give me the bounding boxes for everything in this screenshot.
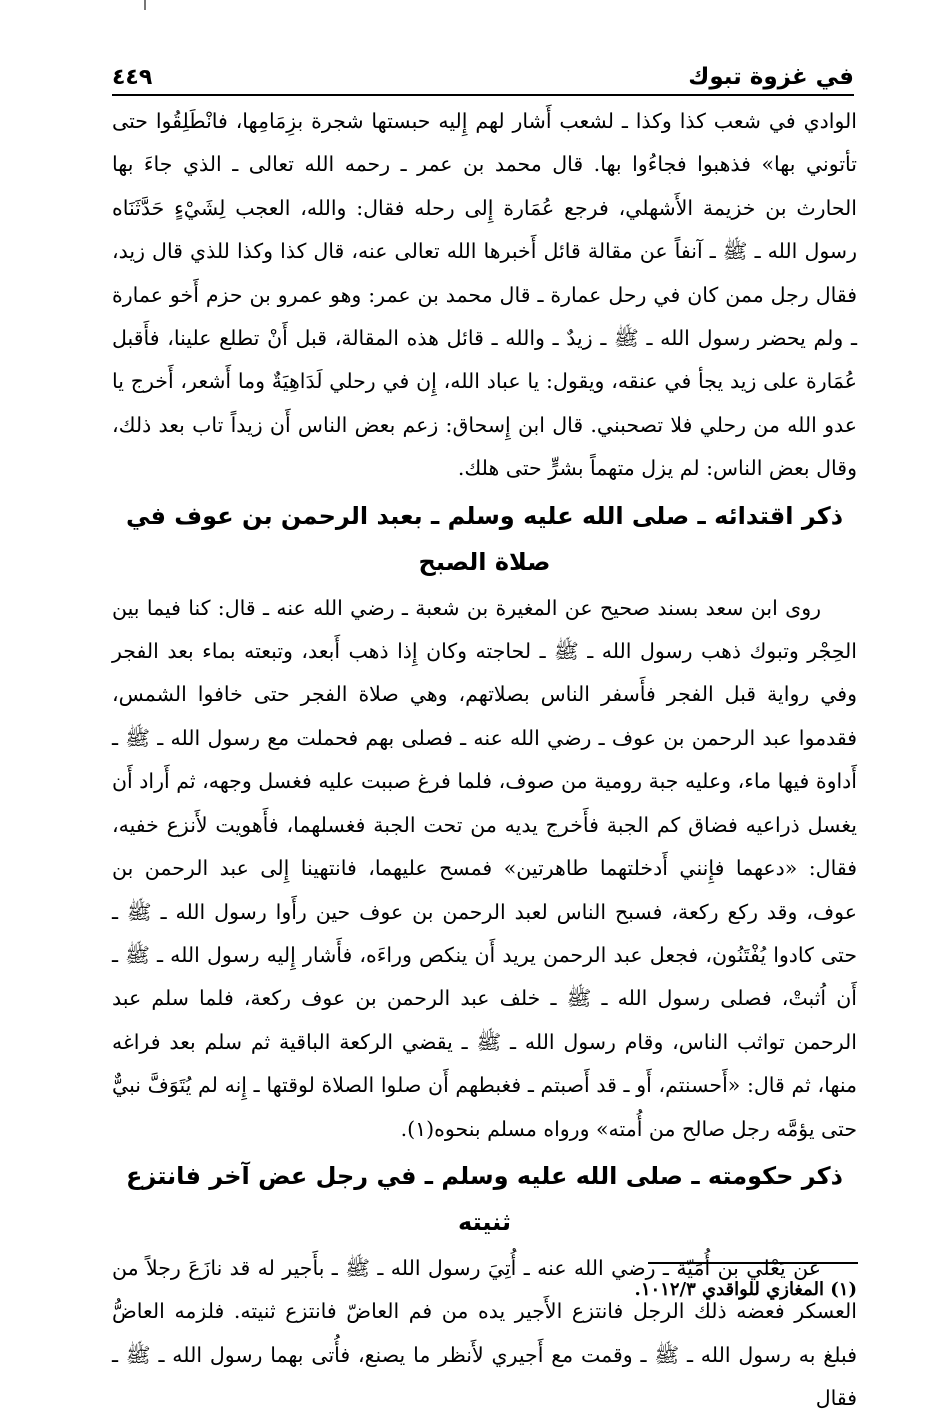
section-text-judgment: عن يَعْلي بن أُمَيّة ـ رضي الله عنه ـ أُتِيَ رسول الله ـ ﷺ ـ بأَجير له قد نازَعَ رجلاً من العسكر فعضه ذلك الرجل فانتزع الأَجير يده من فم العاضّ فانتزع ثنيته. فلزمه العاضُّ فبلغ به رسول الله ـ ﷺ ـ وقمت مع أَجيري لأَنظر ما يصنع، فأُتى بهما رسول الله ـ ﷺ ـ فقال <box>112 1255 857 1411</box>
section-heading-judgment: ذكر حكومته ـ صلى الله عليه وسلم ـ في رجل عض آخر فانتزع ثنيته <box>126 1161 843 1236</box>
section-text-prayer: روى ابن سعد بسند صحيح عن المغيرة بن شعبة ـ رضي الله عنه ـ قال: كنا فيما بين الحِجْر وتبوك ذهب رسول الله ـ ﷺ ـ لحاجته وكان إِذا ذهب أَبعد، وتبعته بماء بعد الفجر وفي رواية قبل الفجر فأَسفر الناس بصلاتهم، وهي صلاة الفجر حتى خافوا الشمس، فقدموا عبد الرحمن بن عوف ـ رضي الله عنه ـ فصلى بهم فحملت مع رسول الله ـ ﷺ ـ أَداوة فيها ماء، وعليه جبة رومية من صوف، فلما فرغ صببت عليه فغسل وجهه، ثم أَراد أَن يغسل ذراعيه فضاق كم الجبة فأَخرج يديه من تحت الجبة فغسلهما، فأَهويت لأَنزع خفيه، فقال: «دعهما فإِنني أَدخلتهما طاهرتين» فمسح عليهما، فانتهينا إِلى عبد الرحمن بن عوف، وقد ركع ركعة، فسبح الناس لعبد الرحمن بن عوف حين رأَوا رسول الله ـ ﷺ ـ حتى كادوا يُفْتَنُون، فجعل عبد الرحمن يريد أَن ينكص وراءَه، فأَشار إِليه رسول الله ـ ﷺ ـ أَن اُثبتْ، فصلى رسول الله ـ ﷺ ـ خلف عبد الرحمن بن عوف ركعة، فلما سلم عبد الرحمن تواثب الناس، وقام رسول الله ـ ﷺ ـ يقضي الركعة الباقية ثم سلم بعد فراغه منها، ثم قال: «أَحسنتم، أَو ـ قد أَصبتم ـ فغبطهم أَن صلوا الصلاة لوقتها ـ إِنه لم يُتَوَفَّ نبيٌّ حتى يؤمَّه رجل صالح من أُمته» ورواه مسلم بنحوه(١). <box>112 595 857 1141</box>
page-number: ٤٤٩ <box>112 65 153 90</box>
scan-mark <box>144 0 146 10</box>
footnote-divider <box>648 1262 858 1264</box>
main-text <box>112 100 857 1421</box>
footnote: (١) المغازي للواقدي ١٠١٢/٣. <box>634 1279 857 1300</box>
section-heading-prayer: ذكر اقتدائه ـ صلى الله عليه وسلم ـ بعبد الرحمن بن عوف في صلاة الصبح <box>125 501 844 576</box>
paragraph-continuation: الوادي في شعب كذا وكذا ـ لشعب أَشار لهم إِليه حبستها شجرة بزِمَامِها، فانْطَلِقُوا حتى تأتوني بها» فذهبوا فجاءُوا بها. قال محمد بن عمر ـ رحمه الله تعالى ـ الذي جاءَ بها الحارث بن خزيمة الأَشهلي، فرجع عُمَارة إِلى رحله فقال: والله، العجب لِشَيْءٍ حَدَّثَنَاه رسول الله ـ ﷺ ـ آنفاً عن مقالة قائل أَخبرها الله تعالى عنه، قال كذا وكذا للذي قال زيد، فقال رجل ممن كان في رحل عمارة ـ قال محمد بن عمر: وهو عمرو بن حزم أَخو عمارة ـ ولم يحضر رسول الله ـ ﷺ ـ زيدٌ ـ والله ـ قائل هذه المقالة، قبل أَنْ تطلع علينا، فأَقبل عُمَارة على زيد يجأ في عنقه، ويقول: يا عباد الله، إِن في رحلي لَدَاهِيَةٌ وما أَشعر، أَخرج يا عدو الله من رحلي فلا تصحبني. قال ابن إِسحاق: زعم بعض الناس أَن زيداً تاب بعد ذلك، وقال بعض الناس: لم يزل متهماً بشرٍّ حتى هلك. <box>112 109 857 481</box>
running-header <box>112 54 854 96</box>
running-title: في غزوة تبوك <box>688 64 854 90</box>
